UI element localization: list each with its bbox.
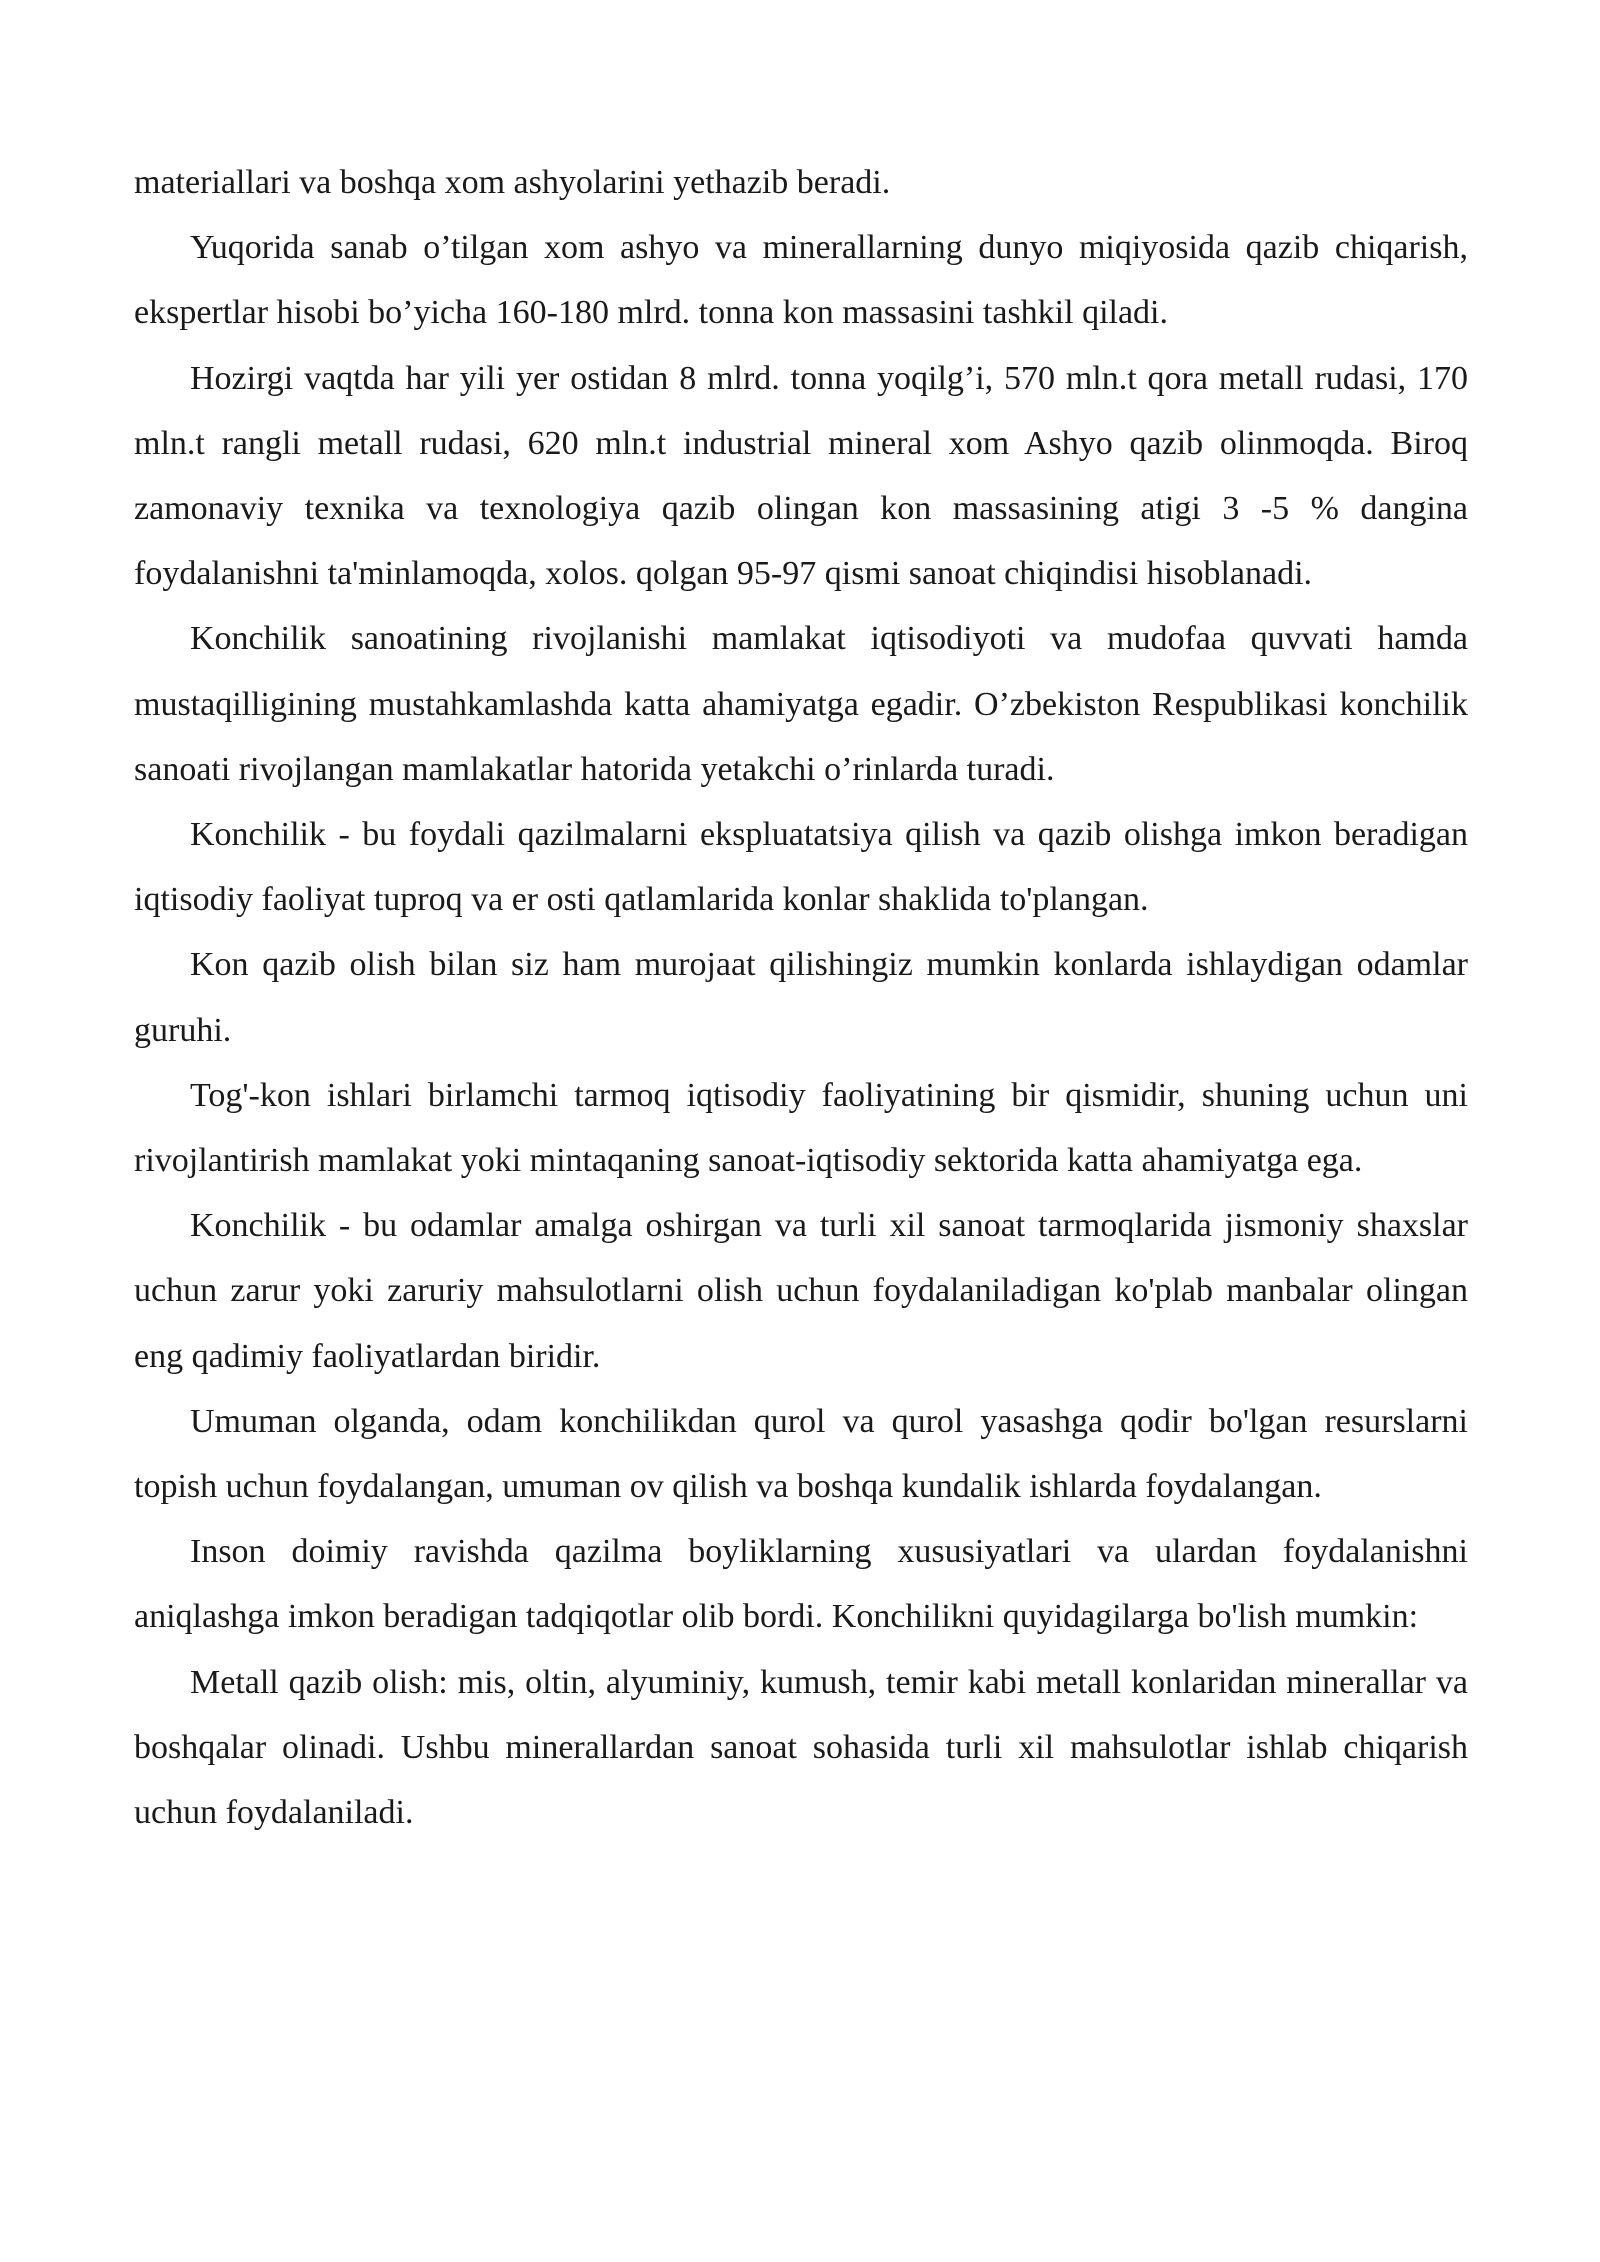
paragraph: Hozirgi vaqtda har yili yer ostidan 8 mlrd. tonna yoqilg’i, 570 mln.t qora metall rudasi, 170 mln.t rangli metall rudasi, 620 mln.t industrial mineral xom Ashyo qazib olinmoqda. Biroq zamonaviy texnika va texnologiya qazib olingan kon massasining atigi 3 -5 % dangina foydalanishni ta'minlamoqda, xolos. qolgan 95-97 qismi sanoat chiqindisi hisoblanadi.: [134, 359, 1468, 593]
paragraph: Inson doimiy ravishda qazilma boyliklarning xususiyatlari va ulardan foydalanishni aniqlashga imkon beradigan tadqiqotlar olib bordi. Konchilikni quyidagilarga bo'lish mumkin:: [134, 1533, 1468, 1636]
paragraph: Umuman olganda, odam konchilikdan qurol va qurol yasashga qodir bo'lgan resurslarni topish uchun foydalangan, umuman ov qilish va boshqa kundalik ishlarda foydalangan.: [134, 1402, 1468, 1506]
paragraph: Konchilik sanoatining rivojlanishi mamlakat iqtisodiyoti va mudofaa quvvati hamda mustaqilligining mustahkamlashda katta ahamiyatga egadir. O’zbekiston Respublikasi konchilik sanoati rivojlangan mamlakatlar hatorida yetakchi o’rinlarda turadi.: [134, 620, 1468, 788]
body-text: [134, 150, 1468, 1845]
paragraph: Metall qazib olish: mis, oltin, alyuminiy, kumush, temir kabi metall konlaridan minerallar va boshqalar olinadi. Ushbu minerallardan sanoat sohasida turli xil mahsulotlar ishlab chiqarish uchun foydalaniladi.: [134, 1663, 1468, 1832]
paragraph-continuation: materiallari va boshqa xom ashyolarini yethazib beradi.: [134, 164, 891, 201]
paragraph: Tog'-kon ishlari birlamchi tarmoq iqtisodiy faoliyatining bir qismidir, shuning uchun uni rivojlantirish mamlakat yoki mintaqaning sanoat-iqtisodiy sektorida katta ahamiyatga ega.: [134, 1076, 1468, 1180]
paragraph: Konchilik - bu odamlar amalga oshirgan va turli xil sanoat tarmoqlarida jismoniy shaxslar uchun zarur yoki zaruriy mahsulotlarni olish uchun foydalaniladigan ko'plab manbalar olingan eng qadimiy faoliyatlardan biridir.: [134, 1207, 1468, 1375]
paragraph: Yuqorida sanab o’tilgan xom ashyo va minerallarning dunyo miqiyosida qazib chiqarish, ekspertlar hisobi bo’yicha 160-180 mlrd. tonna kon massasini tashkil qiladi.: [134, 229, 1468, 332]
paragraph: Kon qazib olish bilan siz ham murojaat qilishingiz mumkin konlarda ishlaydigan odamlar guruhi.: [134, 946, 1468, 1049]
paragraph: Konchilik - bu foydali qazilmalarni ekspluatatsiya qilish va qazib olishga imkon beradigan iqtisodiy faoliyat tuproq va er osti qatlamlarida konlar shaklida to'plangan.: [134, 816, 1468, 919]
